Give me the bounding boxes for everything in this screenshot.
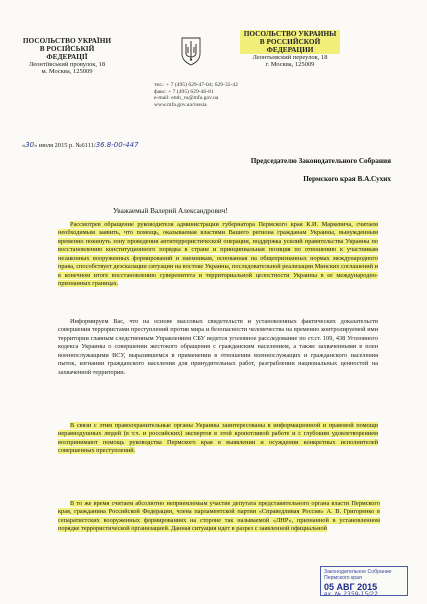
header-left-ukrainian <box>22 37 112 76</box>
embassy-title-line: ФЕДЕРАЦІЇ <box>46 52 88 61</box>
stamp-number <box>324 592 404 598</box>
addressee-block <box>203 152 391 188</box>
phone-line: тел.: + 7 (495) 629-47-04; 629-35-42 <box>154 82 238 88</box>
highlighted-text: В то же время считаем абсолютно неприемлемым участие депутата представительного органа власти Пермского края, гражданина Российской Федерации, члена парламентской партии «Справедливая Россия» А. В. Григоренко в сепаратистских вооруженных формированиях на стороне так называемой «ЛНР», признанной в установленном порядке террористической организацией. Данная ситуация идет в разрез с заявленной официальной <box>58 500 380 533</box>
highlighted-text: Рассмотрев обращение руководителя администрации губернатора Пермского края К.И. Маркевича, считаем необходимым заявить, что помощь, оказываемая властями Вашего региона гражданам Украины, вынужденным временно покинуть зону проведения антитеррористической операции, поддержка усилий правительства Украины по восстановлению конституционного порядка в стране и принципиальная позиция по отношению к участникам незаконных вооруженных формирований и наемникам, основанная на общепризнанных нормах международного права, способствует деэскалации ситуации на востоке Украины, последовательной реализации Минских соглашений и в конечном итоге восстановлению суверенитета и территориальной целостности Украины в ее международно-признанных границах. <box>58 221 378 288</box>
date-text: » июля 2015 р. №6111/ <box>34 142 96 149</box>
registration-stamp <box>320 566 408 596</box>
embassy-title-line: В РОССИЙСКОЙ <box>240 38 340 46</box>
highlighted-text: В связи с этим правоохранительные органы Украины заинтересованы в информационной и правовой помощи неравнодушных людей (в т.ч. и российских) экспертов в этой кропотливой работе и с глубоким удовлетворением воспринимают помощь руководства Пермского края в выявлении и осуждении конкретных исполнителей совершенных преступлений. <box>58 422 378 455</box>
stamp-date: 05 АВГ 2015 <box>324 582 378 592</box>
embassy-title-line: ПОСОЛЬСТВО УКРАЇНИ <box>22 36 112 45</box>
handwritten-day: 30 <box>25 141 35 149</box>
outgoing-date-number: «30» июля 2015 р. №6111/36.8-00-447 <box>22 141 139 149</box>
embassy-address-line: г. Москва, 125009 <box>265 61 315 69</box>
body-paragraph <box>58 221 378 289</box>
contact-block <box>154 82 264 108</box>
header-right-russian <box>240 30 340 69</box>
addressee-line: Председателю Законодательного Собрания <box>250 157 391 165</box>
website-line: www.mfa.gov.ua/russia <box>154 101 207 108</box>
stamp-org-line: Пермского края <box>324 575 362 581</box>
embassy-title-line: В РОСІЙСЬКІЙ <box>39 44 95 53</box>
body-paragraph <box>58 422 378 456</box>
embassy-address-line: Леонтьевский переулок, 18 <box>252 54 328 61</box>
email-line: e-mail: emb_ru@mfa.gov.ua <box>154 95 219 102</box>
trident-coat-of-arms-icon <box>180 36 202 66</box>
embassy-address-line: м. Москва, 125009 <box>41 68 93 76</box>
body-paragraph: Информируем Вас, что на основе массовых свидетельств и установленных фактических доказательств совершения террористами преступлений против мира и безопасности человечества на временно контролируемой ими территории главным следственным Управлением СБУ ведется уголовное расследование по ст.ст. 109, 438 Уголовного кодекса Украины о совершении жестокого обращения с гражданским населением, а также захваченными в плен военнослужащими ВСУ, выразившемся в применении в отношении военнослужащих и гражданского населения пыток, изгнании гражданского населения для принудительных работ, разграблении национальных ценностей на захваченной территории. <box>58 318 378 376</box>
stamp-number-prefix: вх. № <box>324 591 342 598</box>
embassy-address-line: Леонтіївський провулок, 18 <box>28 61 106 68</box>
fax-line: факс: + 7 (495) 629-46-81 <box>154 88 214 95</box>
embassy-title-line: ФЕДЕРАЦИИ <box>240 46 340 54</box>
addressee-line: Пермского края В.А.Сухих <box>303 175 391 183</box>
body-paragraph <box>58 500 380 534</box>
embassy-title-line: ПОСОЛЬСТВО УКРАИНЫ <box>240 30 340 38</box>
stamp-org-line: Законодательное Собрание <box>324 569 392 575</box>
handwritten-number: 36.8-00-447 <box>95 141 139 149</box>
salutation: Уважаемый Валерий Александрович! <box>113 207 228 215</box>
stamp-number-value: 2359-15/22 <box>343 591 378 598</box>
